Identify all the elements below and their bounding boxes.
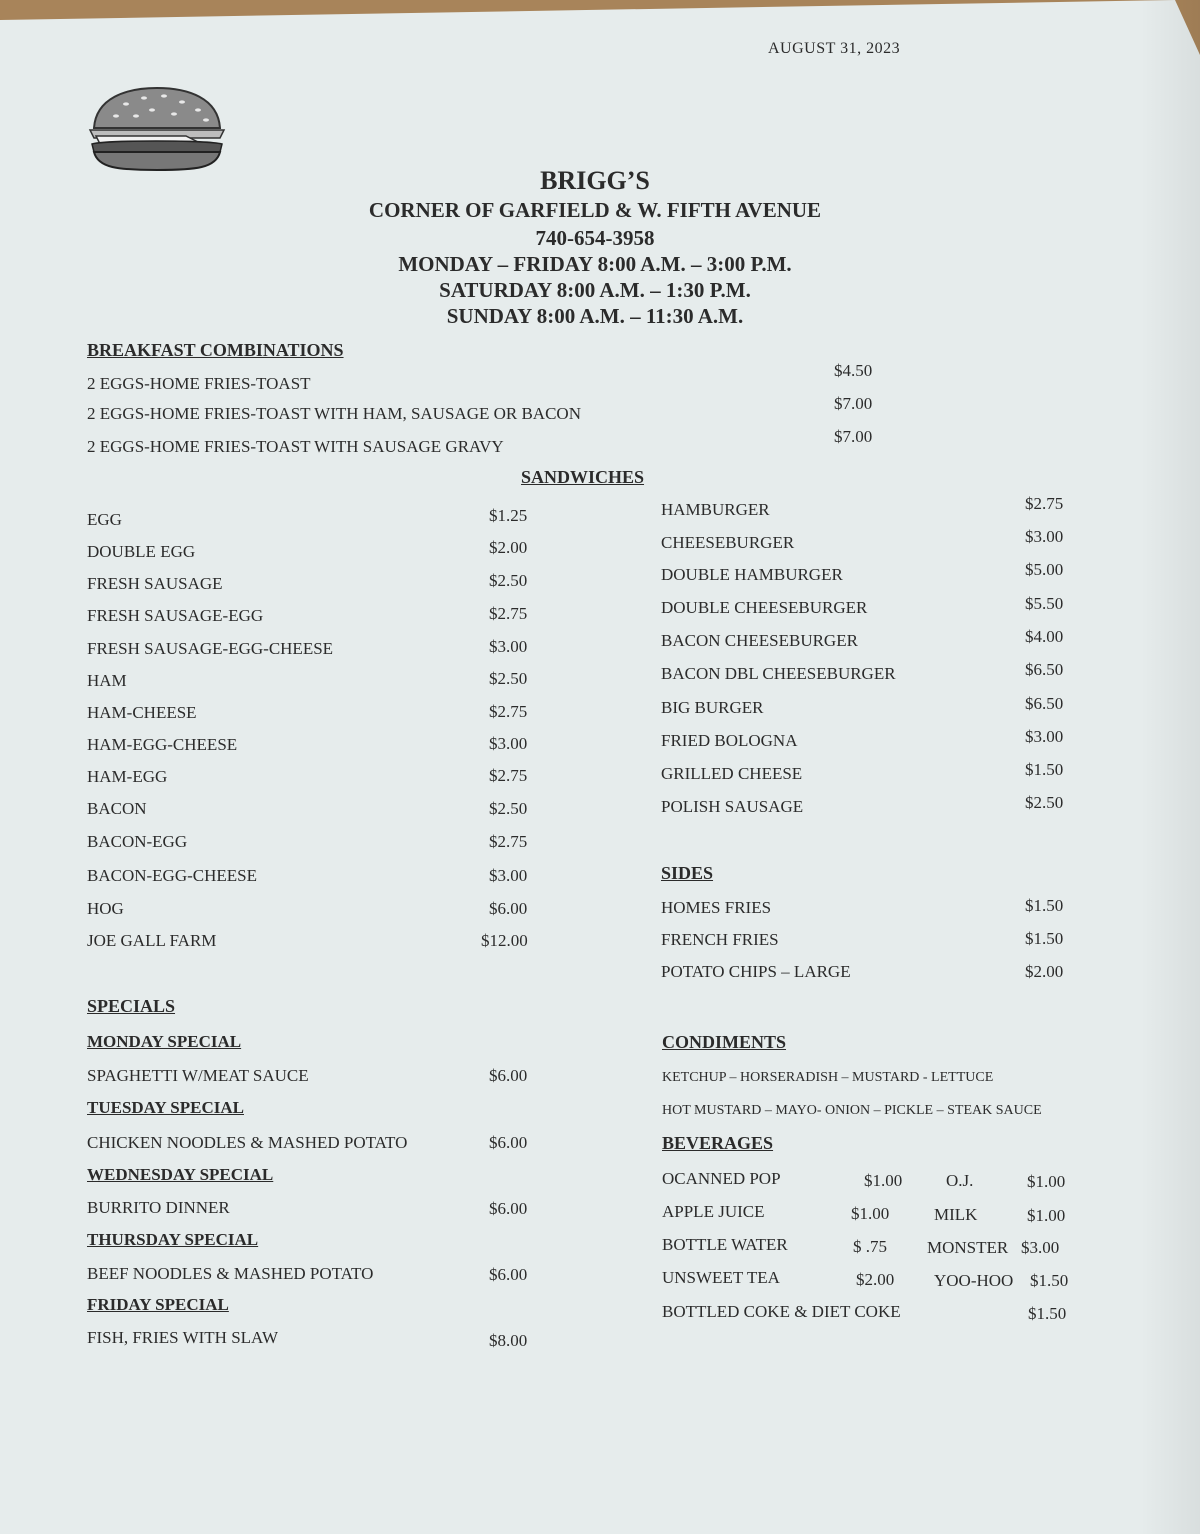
side-item: POTATO CHIPS – LARGE (661, 962, 851, 981)
sandwich-price: $2.75 (489, 766, 528, 785)
breakfast-item: 2 EGGS-HOME FRIES-TOAST WITH SAUSAGE GRAVY (87, 437, 504, 456)
sandwich-item: BACON CHEESEBURGER (661, 631, 858, 650)
sandwich-item: BACON DBL CHEESEBURGER (661, 664, 896, 683)
sandwich-price: $1.50 (1025, 760, 1064, 779)
sandwich-price: $5.00 (1025, 560, 1064, 579)
special-item: BURRITO DINNER (87, 1198, 230, 1217)
restaurant-name: BRIGG’S (540, 166, 650, 195)
sandwich-item: FRIED BOLOGNA (661, 731, 798, 750)
sandwich-price: $6.50 (1025, 660, 1064, 679)
hours-saturday: SATURDAY 8:00 A.M. – 1:30 P.M. (439, 278, 751, 302)
sandwich-price: $2.50 (489, 571, 528, 590)
menu-date: AUGUST 31, 2023 (768, 40, 901, 57)
breakfast-price: $4.50 (834, 361, 873, 380)
beverage-item: O.J. (946, 1171, 974, 1190)
restaurant-phone: 740-654-3958 (535, 226, 655, 250)
beverage-item: OCANNED POP (662, 1169, 781, 1188)
sandwich-item: HAM-EGG (87, 767, 168, 786)
beverage-item: UNSWEET TEA (662, 1268, 780, 1287)
beverage-price: $1.00 (851, 1204, 890, 1223)
special-day: MONDAY SPECIAL (87, 1032, 242, 1051)
sandwich-item: BACON-EGG (87, 832, 188, 851)
condiments-line: HOT MUSTARD – MAYO- ONION – PICKLE – STEAK SAUCE (662, 1103, 1042, 1118)
sides-title: SIDES (661, 863, 714, 883)
special-day: TUESDAY SPECIAL (87, 1098, 244, 1117)
beverage-item: BOTTLE WATER (662, 1235, 788, 1254)
breakfast-title: BREAKFAST COMBINATIONS (87, 340, 344, 360)
beverage-price: $1.00 (864, 1171, 903, 1190)
burger-logo-icon (86, 86, 228, 172)
sandwich-price: $2.75 (489, 702, 528, 721)
sandwich-price: $2.50 (489, 669, 528, 688)
beverage-price: $3.00 (1021, 1238, 1060, 1257)
sandwich-price: $3.00 (1025, 527, 1064, 546)
sandwich-price: $2.75 (1025, 494, 1064, 513)
sandwich-item: DOUBLE EGG (87, 542, 196, 561)
beverage-price: $1.50 (1028, 1304, 1067, 1323)
sandwich-price: $2.75 (489, 604, 528, 623)
special-item: CHICKEN NOODLES & MASHED POTATO (87, 1133, 408, 1152)
sandwich-item: FRESH SAUSAGE-EGG-CHEESE (87, 639, 334, 658)
sandwich-price: $1.25 (489, 506, 528, 525)
sandwich-item: POLISH SAUSAGE (661, 797, 804, 816)
sandwich-item: DOUBLE HAMBURGER (661, 565, 843, 584)
breakfast-price: $7.00 (834, 394, 873, 413)
special-day: THURSDAY SPECIAL (87, 1230, 259, 1249)
hours-weekday: MONDAY – FRIDAY 8:00 A.M. – 3:00 P.M. (398, 252, 792, 276)
sandwich-price: $12.00 (481, 931, 528, 950)
beverage-price: $1.00 (1027, 1206, 1066, 1225)
sandwiches-title: SANDWICHES (521, 467, 645, 487)
condiments-line: KETCHUP – HORSERADISH – MUSTARD - LETTUCE (662, 1070, 994, 1085)
beverage-item: MILK (934, 1205, 978, 1224)
beverage-price: $1.00 (1027, 1172, 1066, 1191)
beverage-price: $1.50 (1030, 1271, 1069, 1290)
sandwich-item: DOUBLE CHEESEBURGER (661, 598, 868, 617)
hours-sunday: SUNDAY 8:00 A.M. – 11:30 A.M. (446, 304, 744, 328)
restaurant-address: CORNER OF GARFIELD & W. FIFTH AVENUE (368, 198, 822, 222)
specials-title: SPECIALS (87, 996, 176, 1016)
sandwich-item: FRESH SAUSAGE (87, 574, 223, 593)
sandwich-price: $3.00 (1025, 727, 1064, 746)
special-day: WEDNESDAY SPECIAL (87, 1165, 274, 1184)
special-price: $6.00 (489, 1265, 528, 1284)
beverages-title: BEVERAGES (662, 1133, 774, 1153)
sandwich-price: $2.50 (1025, 793, 1064, 812)
sandwich-item: HAM (87, 671, 127, 690)
sandwich-item: FRESH SAUSAGE-EGG (87, 606, 264, 625)
sandwich-item: GRILLED CHEESE (661, 764, 803, 783)
side-price: $1.50 (1025, 896, 1064, 915)
sandwich-item: HOG (87, 899, 124, 918)
beverage-price: $ .75 (853, 1237, 887, 1256)
beverage-item: YOO-HOO (934, 1271, 1014, 1290)
condiments-title: CONDIMENTS (662, 1032, 787, 1052)
sandwich-item: HAM-CHEESE (87, 703, 197, 722)
sandwich-item: HAM-EGG-CHEESE (87, 735, 238, 754)
paper-shadow (1140, 0, 1200, 1534)
side-price: $2.00 (1025, 962, 1064, 981)
sandwich-price: $3.00 (489, 637, 528, 656)
special-price: $6.00 (489, 1066, 528, 1085)
beverage-price: $2.00 (856, 1270, 895, 1289)
special-item: SPAGHETTI W/MEAT SAUCE (87, 1066, 309, 1085)
sandwich-item: CHEESEBURGER (661, 533, 795, 552)
sandwich-price: $2.00 (489, 538, 528, 557)
sandwich-price: $6.00 (489, 899, 528, 918)
sandwich-price: $4.00 (1025, 627, 1064, 646)
special-item: FISH, FRIES WITH SLAW (87, 1328, 279, 1347)
sandwich-item: JOE GALL FARM (87, 931, 217, 950)
sandwich-price: $6.50 (1025, 694, 1064, 713)
sandwich-price: $2.75 (489, 832, 528, 851)
sandwich-price: $3.00 (489, 866, 528, 885)
sandwich-item: HAMBURGER (661, 500, 770, 519)
special-price: $6.00 (489, 1199, 528, 1218)
beverage-item: BOTTLED COKE & DIET COKE (662, 1302, 901, 1321)
side-price: $1.50 (1025, 929, 1064, 948)
breakfast-price: $7.00 (834, 427, 873, 446)
sandwich-item: BACON-EGG-CHEESE (87, 866, 257, 885)
beverage-item: MONSTER (927, 1238, 1009, 1257)
special-price: $6.00 (489, 1133, 528, 1152)
special-item: BEEF NOODLES & MASHED POTATO (87, 1264, 374, 1283)
side-item: FRENCH FRIES (661, 930, 779, 949)
sandwich-item: EGG (87, 510, 122, 529)
sandwich-item: BACON (87, 799, 147, 818)
sandwich-price: $2.50 (489, 799, 528, 818)
sandwich-price: $5.50 (1025, 594, 1064, 613)
breakfast-item: 2 EGGS-HOME FRIES-TOAST WITH HAM, SAUSAGE OR BACON (87, 404, 581, 423)
special-day: FRIDAY SPECIAL (87, 1295, 229, 1314)
sandwich-price: $3.00 (489, 734, 528, 753)
sandwich-item: BIG BURGER (661, 698, 764, 717)
side-item: HOMES FRIES (661, 898, 772, 917)
special-price: $8.00 (489, 1331, 528, 1350)
breakfast-item: 2 EGGS-HOME FRIES-TOAST (87, 374, 311, 393)
beverage-item: APPLE JUICE (662, 1202, 765, 1221)
